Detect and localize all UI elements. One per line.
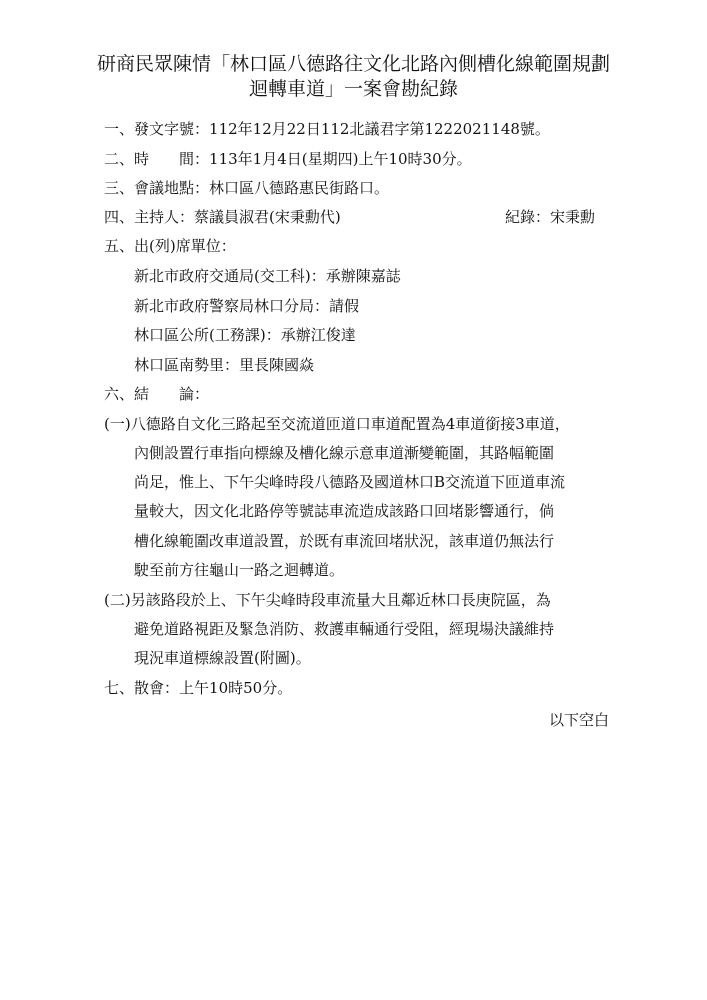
conclusion-point-2-line: 避免道路視距及緊急消防、救護車輛通行受阻，經現場決議維持 (134, 620, 555, 638)
attendee-entry: 新北市政府交通局(交工科)：承辦陳嘉誌 (134, 267, 401, 285)
item-number: 五、 (104, 237, 135, 255)
document-title-line-1: 研商民眾陳情「林口區八德路往文化北路內側槽化線範圍規劃 (96, 53, 610, 75)
item-location (104, 178, 389, 198)
item-doc-number (104, 119, 550, 139)
item-number: 一、 (104, 120, 135, 138)
item-label-part: 時 (134, 150, 150, 168)
item-number: 二、 (104, 150, 135, 168)
item-label: 發文字號： (134, 120, 210, 138)
conclusion-point-1-line: 駛至前方往龜山一路之迴轉道。 (134, 561, 345, 579)
attendee-entry: 新北市政府警察局林口分局：請假 (134, 297, 360, 315)
item-host (104, 207, 341, 227)
point-marker: (二) (104, 591, 131, 609)
item-time (104, 149, 472, 169)
conclusion-point-1-line: 量較大，因文化北路停等號誌車流造成該路口回堵影響通行，倘 (134, 502, 555, 520)
conclusion-point-2-line-1 (104, 590, 551, 610)
item-number: 六、 (104, 385, 135, 403)
attendee-entry: 林口區南勢里：里長陳國焱 (134, 356, 315, 374)
conclusion-point-1-line: 內側設置行車指向標線及槽化線示意車道漸變範圍，其路幅範圍 (134, 444, 555, 462)
document-title-line-2: 迴轉車道」一案會勘紀錄 (248, 78, 458, 100)
point-text: 另該路段於上、下午尖峰時段車流量大且鄰近林口長庚院區，為 (130, 591, 551, 609)
conclusion-point-1-line-1 (104, 414, 570, 434)
item-value: 上午10時50分。 (179, 679, 293, 697)
item-adjourn (104, 678, 292, 698)
end-of-document-note: 以下空白 (549, 711, 610, 729)
item-label: 會議地點： (134, 179, 210, 197)
conclusion-point-1-line: 尚足，惟上、下午尖峰時段八德路及國道林口B交流道下匝道車流 (134, 473, 566, 491)
item-number: 四、 (104, 208, 135, 226)
conclusion-point-2-line: 現況車道標線設置(附圖)。 (134, 649, 311, 667)
item-value: 蔡議員淑君(宋秉勳代) (194, 208, 341, 226)
item-attendees (104, 236, 236, 256)
point-marker: (一) (104, 415, 131, 433)
item-label: 主持人： (134, 208, 195, 226)
item-label: 散會： (134, 679, 180, 697)
point-text: 八德路自文化三路起至交流道匝道口車道配置為4車道銜接3車道， (130, 415, 570, 433)
item-value: 113年1月4日(星期四)上午10時30分。 (209, 150, 472, 168)
item-label-part: 結 (134, 385, 150, 403)
item-recorder: 紀錄：宋秉勳 (505, 208, 596, 226)
item-value: 林口區八德路惠民街路口。 (209, 179, 390, 197)
item-label: 出(列)席單位： (134, 237, 236, 255)
item-label-part: 間： (179, 150, 210, 168)
attendee-entry: 林口區公所(工務課)：承辦江俊達 (134, 326, 356, 344)
item-number: 七、 (104, 679, 135, 697)
item-conclusion (104, 384, 209, 404)
conclusion-point-1-line: 槽化線範圍改車道設置，於既有車流回堵狀況，該車道仍無法行 (134, 532, 555, 550)
item-value: 112年12月22日112北議君字第1222021148號。 (209, 120, 550, 138)
item-label-part: 論： (179, 385, 210, 403)
item-number: 三、 (104, 179, 135, 197)
